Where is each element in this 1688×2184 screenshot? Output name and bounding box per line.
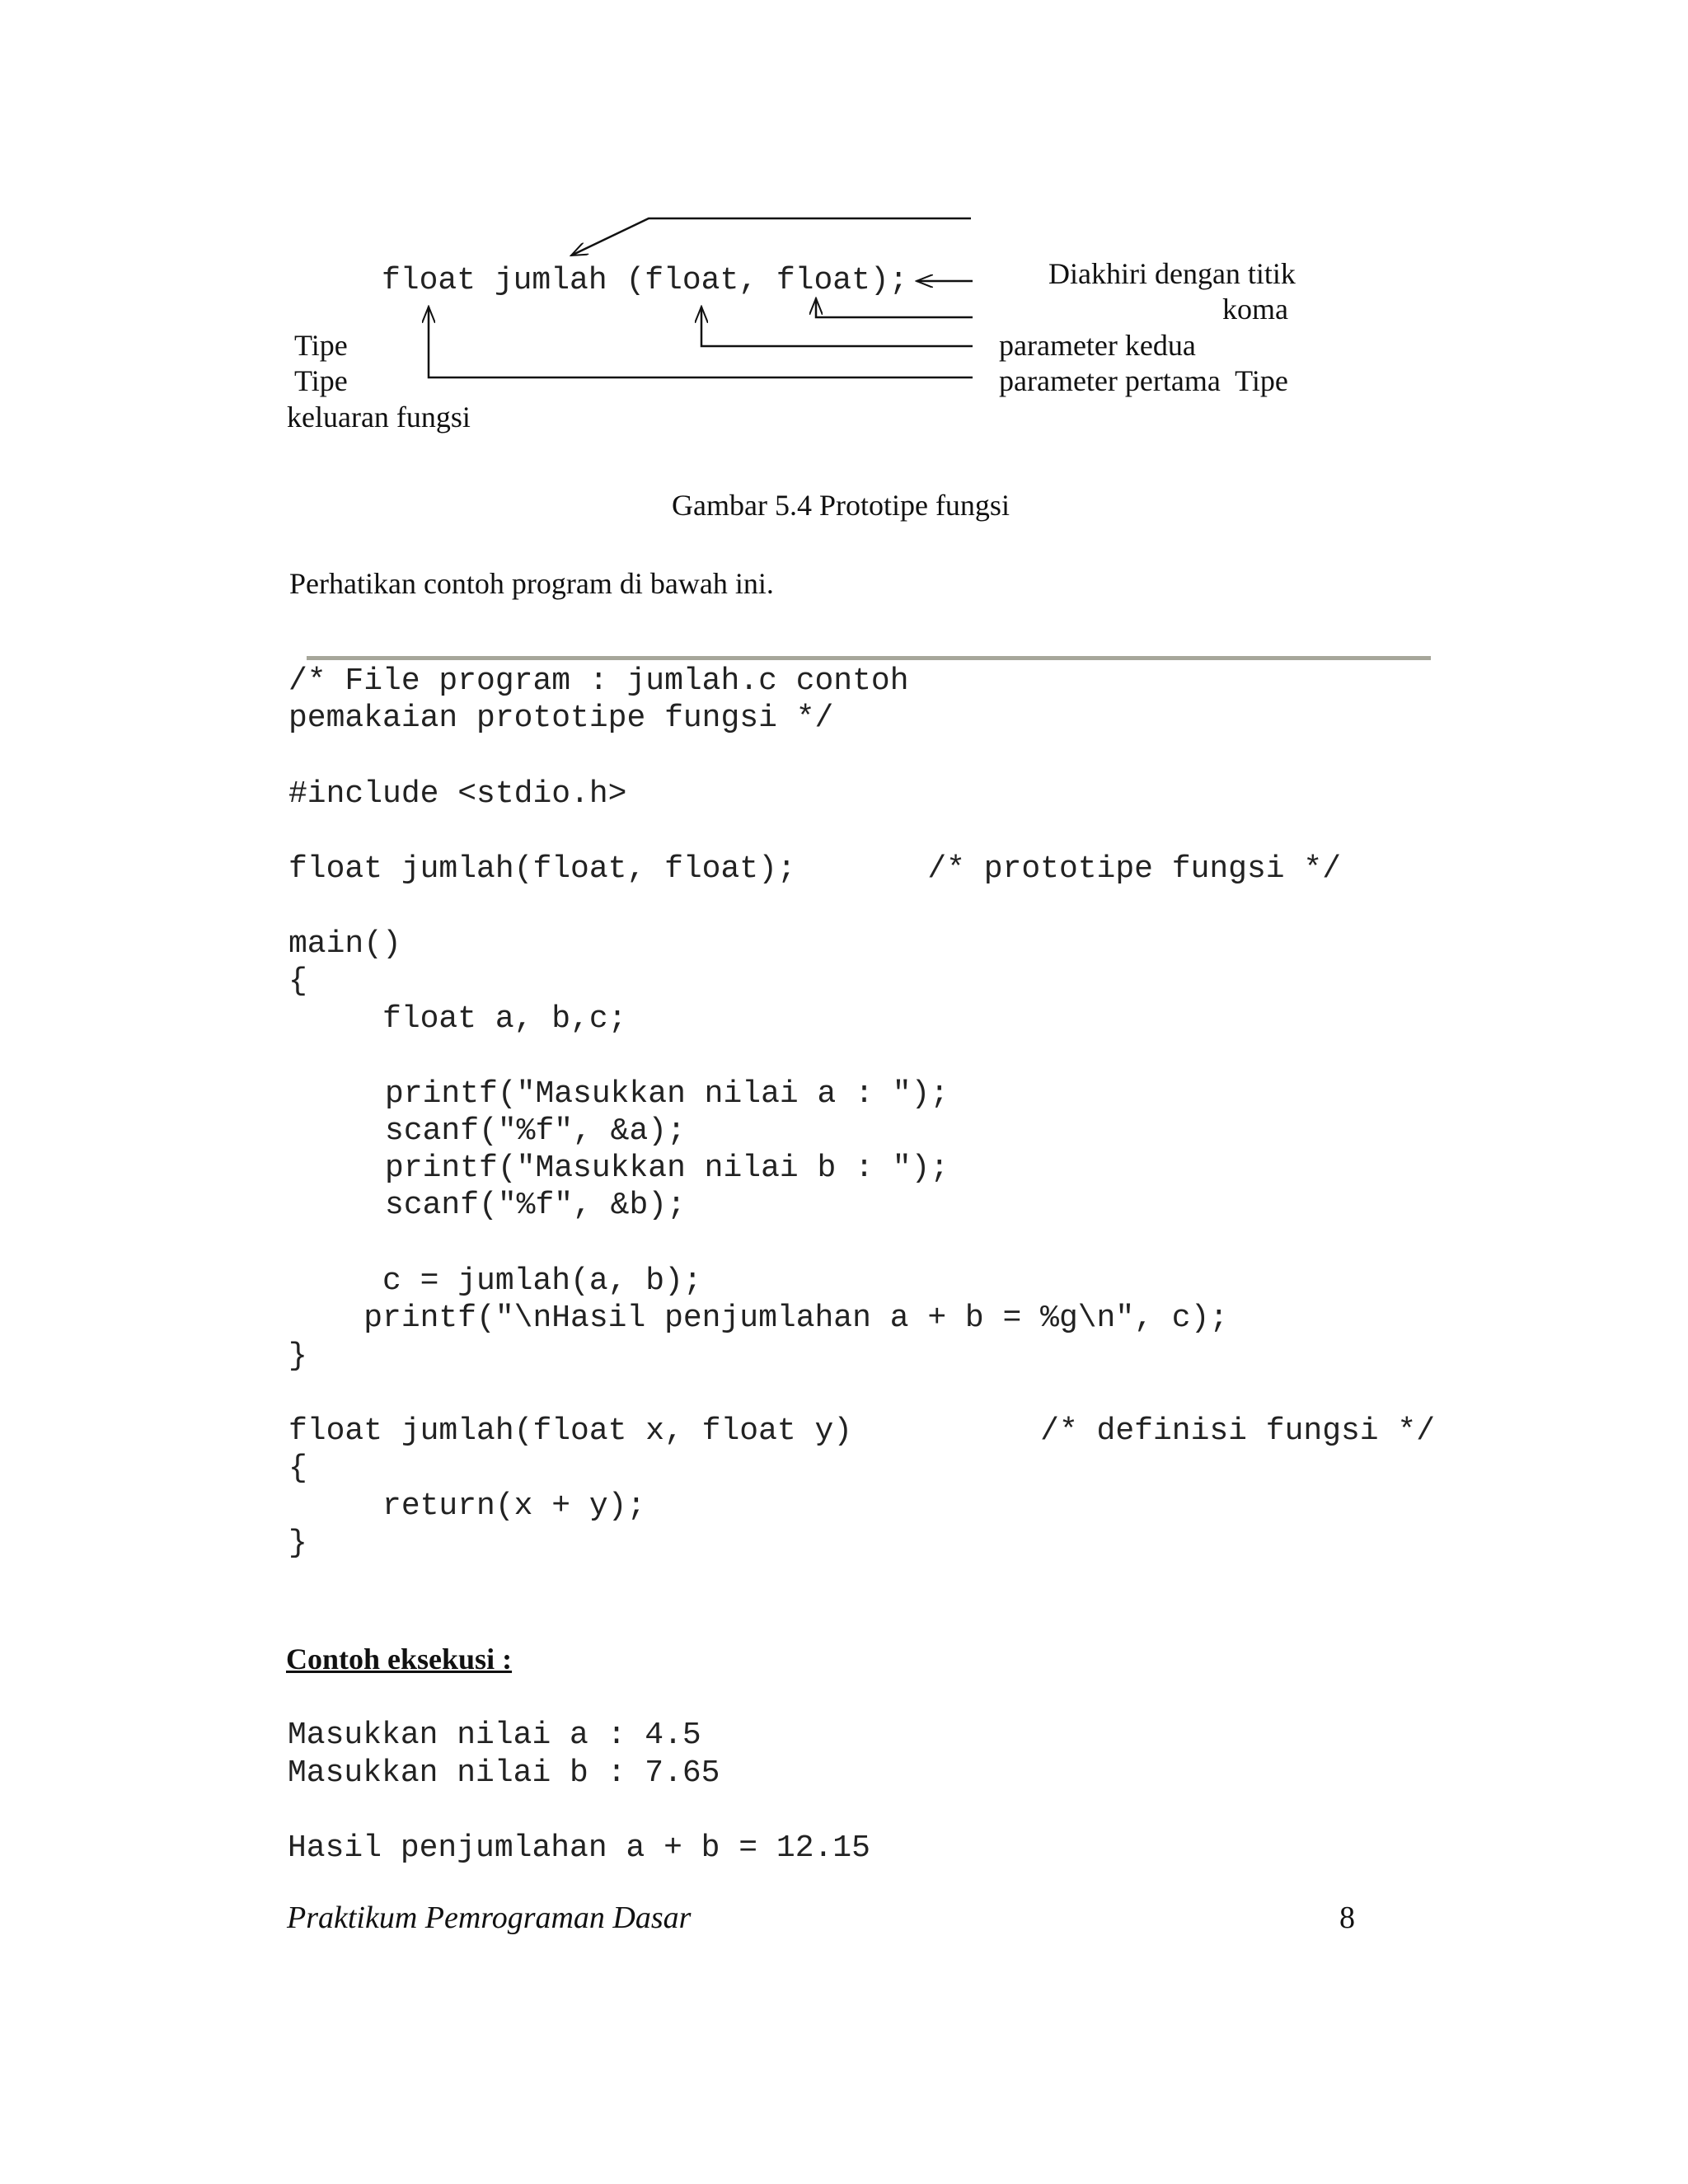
code-line: printf("\nHasil penjumlahan a + b = %g\n", c); xyxy=(288,1301,1229,1336)
second-param-arrow xyxy=(816,298,973,317)
code-line: } xyxy=(288,1338,307,1374)
execution-heading: Contoh eksekusi : xyxy=(286,1643,513,1675)
code-line: { xyxy=(288,963,307,999)
code-line: printf("Masukkan nilai b : "); xyxy=(291,1151,950,1186)
label-tipe-1: Tipe xyxy=(294,329,348,362)
code-line: printf("Masukkan nilai a : "); xyxy=(291,1076,950,1112)
code-line: #include <stdio.h> xyxy=(288,776,627,812)
first-param-arrow xyxy=(701,307,973,346)
code-line: } xyxy=(288,1526,307,1561)
code-divider xyxy=(307,656,1431,660)
output-line: Hasil penjumlahan a + b = 12.15 xyxy=(288,1830,870,1866)
prototype-code: float jumlah (float, float); xyxy=(382,263,908,298)
return-type-arrow xyxy=(571,218,971,255)
footer-title: Praktikum Pemrograman Dasar xyxy=(287,1900,692,1935)
code-line: float jumlah(float, float); /* prototipe fungsi */ xyxy=(288,851,1342,887)
code-line: float jumlah(float x, float y) /* definisi fungsi */ xyxy=(288,1413,1436,1449)
code-line: scanf("%f", &b); xyxy=(291,1188,686,1223)
label-diakhiri-2: koma xyxy=(1222,293,1288,326)
intro-text: Perhatikan contoh program di bawah ini. xyxy=(289,567,774,600)
code-line: return(x + y); xyxy=(288,1488,646,1524)
label-param-pertama: parameter pertama Tipe xyxy=(999,364,1288,397)
output-line: Masukkan nilai a : 4.5 xyxy=(288,1718,701,1753)
code-line: float a, b,c; xyxy=(288,1001,627,1037)
page-number: 8 xyxy=(1339,1900,1355,1935)
label-diakhiri-1: Diakhiri dengan titik xyxy=(1048,257,1296,290)
code-line: pemakaian prototipe fungsi */ xyxy=(288,701,834,736)
label-param-kedua: parameter kedua xyxy=(999,329,1196,362)
label-tipe-2: Tipe xyxy=(294,364,348,397)
label-keluaran: keluaran fungsi xyxy=(287,401,471,434)
code-line: /* File program : jumlah.c contoh xyxy=(288,663,909,699)
output-line: Masukkan nilai b : 7.65 xyxy=(288,1755,720,1791)
code-line: main() xyxy=(288,926,401,962)
figure-caption: Gambar 5.4 Prototipe fungsi xyxy=(672,489,1010,522)
code-line: scanf("%f", &a); xyxy=(291,1113,686,1149)
code-line: c = jumlah(a, b); xyxy=(288,1263,702,1299)
code-line: { xyxy=(288,1451,307,1486)
